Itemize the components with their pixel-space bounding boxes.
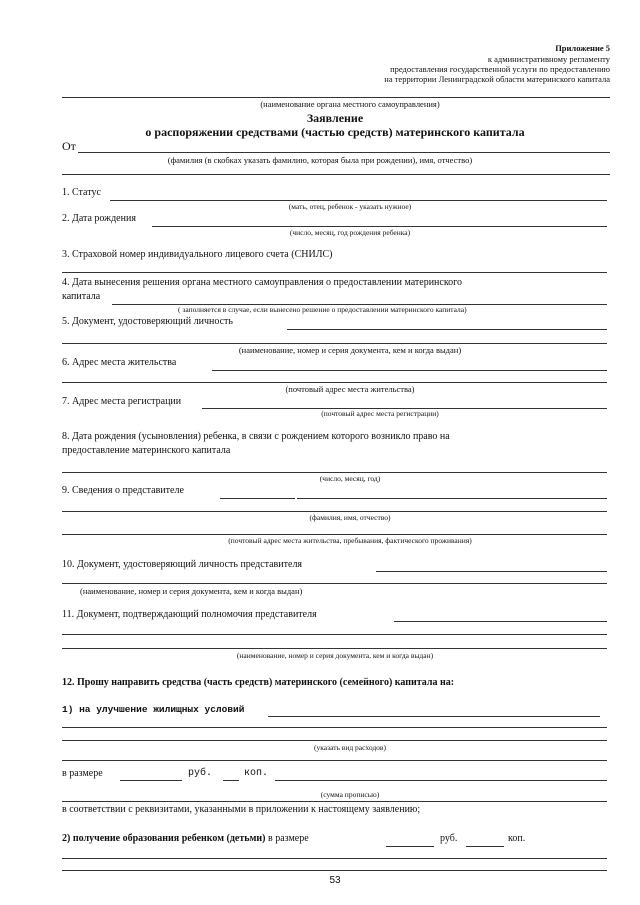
document-title: Заявление (306, 111, 364, 125)
amount-kop-field[interactable] (223, 780, 239, 781)
identity-doc-caption: (наименование, номер и серия документа, кем и когда выдан) (238, 345, 462, 355)
education-amount-label: в размере (267, 833, 309, 844)
snils-label: 3. Страховой номер индивидуального лицевого счета (СНИЛС) (62, 249, 333, 260)
page-number: 53 (329, 875, 341, 886)
residence-field-2[interactable] (62, 382, 607, 383)
authority-line[interactable] (62, 97, 610, 98)
snils-field[interactable] (62, 272, 607, 273)
expense-caption: (указать вид расходов) (314, 743, 386, 752)
birthdate-field[interactable] (152, 226, 607, 227)
decision-label: 4. Дата вынесения решения органа местного самоуправления о предоставлении материнского (62, 277, 463, 288)
representative-caption-2: (почтовый адрес места жительства, пребывания, фактического проживания) (228, 536, 472, 545)
appendix-number: Приложение 5 (555, 43, 610, 53)
request-heading: 12. Прошу направить средства (часть средств) материнского (семейного) капитала на: (62, 677, 455, 688)
education-field-2[interactable] (62, 858, 607, 859)
residence-caption: (почтовый адрес места жительства) (285, 384, 415, 394)
housing-field[interactable] (268, 716, 600, 717)
rep-identity-label: 10. Документ, удостоверяющий личность представителя (62, 559, 303, 570)
education-kop-field[interactable] (466, 846, 504, 847)
representative-field-a[interactable] (220, 498, 295, 499)
amount-rub: руб. (188, 768, 213, 779)
amount-kop: коп. (244, 768, 269, 779)
rep-identity-field-2[interactable] (62, 583, 607, 584)
rep-authority-field-2[interactable] (62, 634, 607, 635)
rep-authority-label: 11. Документ, подтверждающий полномочия представителя (62, 609, 317, 620)
requisites-text: в соответствии с реквизитами, указанными в приложении к настоящему заявлению; (62, 804, 421, 815)
from-label: От (62, 139, 76, 153)
from-field[interactable] (78, 152, 610, 153)
decision-caption: ( заполняется в случае, если вынесено решение о предоставлении материнского капитала) (178, 305, 467, 314)
header-line-2: предоставления государственной услуги по предоставлению (390, 64, 610, 74)
education-kop: коп. (508, 833, 526, 844)
birthdate-caption: (число, месяц, год рождения ребенка) (289, 228, 411, 237)
identity-doc-label: 5. Документ, удостоверяющий личность (62, 316, 233, 327)
expense-field[interactable] (62, 760, 607, 761)
header-line-3: на территории Ленинградской области материнского капитала (384, 74, 610, 84)
decision-label-2: капитала (62, 291, 101, 302)
representative-label: 9. Сведения о представителе (62, 485, 184, 496)
amount-words-field-2[interactable] (62, 801, 607, 802)
registration-label: 7. Адрес места регистрации (62, 396, 182, 407)
housing-option: 1) на улучшение жилищных условий (62, 704, 245, 715)
identity-doc-field[interactable] (287, 329, 607, 330)
education-option (62, 833, 309, 844)
status-label: 1. Статус (62, 187, 101, 198)
birthdate-label: 2. Дата рождения (62, 213, 136, 224)
from-caption: (фамилия (в скобках указать фамилию, которая была при рождении), имя, отчество) (167, 155, 473, 165)
child-birth-label: 8. Дата рождения (усыновления) ребенка, в связи с рождением которого возникло право на (62, 431, 450, 442)
from-field-line-2[interactable] (62, 174, 610, 175)
amount-rub-field[interactable] (120, 780, 182, 781)
child-birth-caption: (число, месяц, год) (319, 474, 381, 483)
amount-words-field[interactable] (275, 780, 607, 781)
representative-field-2[interactable] (62, 511, 607, 512)
housing-field-2[interactable] (62, 727, 607, 728)
residence-field[interactable] (212, 370, 607, 371)
authority-caption: (наименование органа местного самоуправления) (260, 99, 440, 109)
representative-field-b[interactable] (297, 498, 607, 499)
representative-address-field[interactable] (62, 534, 607, 535)
amount-prefix: в размере (62, 768, 103, 779)
amount-caption: (сумма прописью) (320, 790, 380, 799)
rep-identity-field[interactable] (376, 571, 607, 572)
identity-doc-field-2[interactable] (62, 343, 607, 344)
education-field-3[interactable] (62, 870, 607, 871)
rep-authority-field[interactable] (394, 621, 607, 622)
document-subtitle: о распоряжении средствами (частью средств) материнского капитала (145, 125, 525, 139)
header-line-1: к административному регламенту (487, 54, 610, 64)
rep-authority-caption: (наименование, номер и серия документа, кем и когда выдан) (236, 651, 434, 660)
rep-identity-caption: (наименование, номер и серия документа, кем и когда выдан) (80, 586, 303, 596)
registration-caption: (почтовый адрес места регистрации) (321, 409, 439, 418)
rep-authority-field-3[interactable] (62, 648, 607, 649)
education-rub: руб. (440, 833, 458, 844)
status-field[interactable] (110, 200, 607, 201)
representative-caption-1: (фамилия, имя, отчество) (309, 513, 391, 522)
education-rub-field[interactable] (386, 846, 434, 847)
status-caption: (мать, отец, ребенок - указать нужное) (288, 202, 412, 211)
child-birth-field[interactable] (62, 472, 607, 473)
housing-field-3[interactable] (62, 740, 607, 741)
education-label: 2) получение образования ребенком (детьми) (62, 833, 266, 844)
child-birth-label-2: предоставление материнского капитала (62, 445, 231, 456)
residence-label: 6. Адрес места жительства (62, 357, 177, 368)
